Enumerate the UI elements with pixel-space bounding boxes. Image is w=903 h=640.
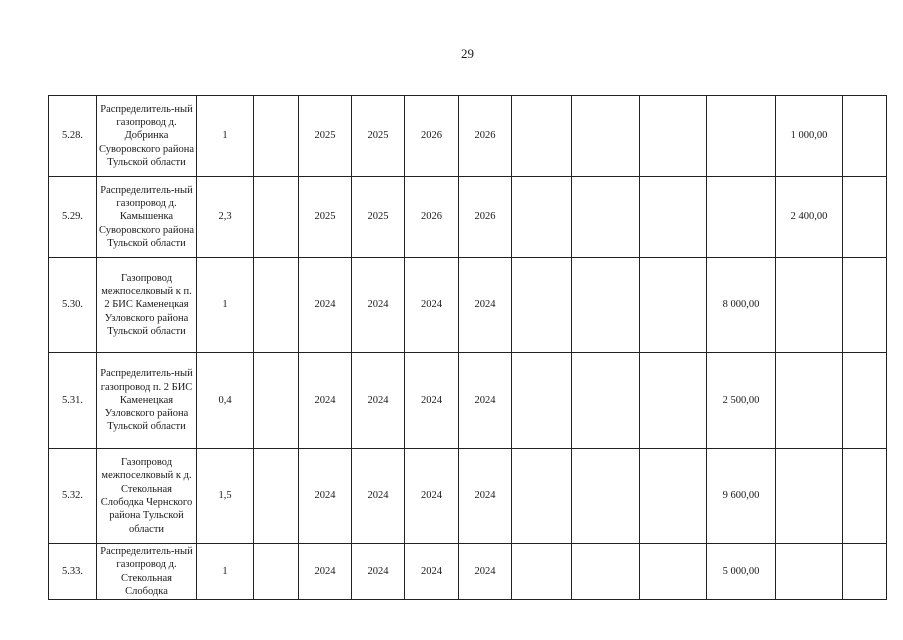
row-number: 5.30. <box>49 258 97 353</box>
amount-cell: 2 500,00 <box>707 353 776 449</box>
length-cell: 1,5 <box>197 449 254 544</box>
empty-cell <box>254 96 299 177</box>
year-cell: 2024 <box>299 258 352 353</box>
table-row <box>49 177 887 258</box>
table-row <box>49 544 887 600</box>
empty-cell <box>843 258 887 353</box>
empty-cell <box>512 96 572 177</box>
empty-cell <box>254 449 299 544</box>
row-number: 5.33. <box>49 544 97 600</box>
empty-cell <box>572 544 640 600</box>
row-number: 5.31. <box>49 353 97 449</box>
object-name: Распределитель-ный газопровод д. Добринка Суворовского района Тульской области <box>97 96 197 177</box>
empty-cell <box>640 177 707 258</box>
object-name: Распределитель-ный газопровод д. Камышенка Суворовского района Тульской области <box>97 177 197 258</box>
year-cell: 2024 <box>352 353 405 449</box>
year-cell: 2025 <box>352 177 405 258</box>
row-number: 5.28. <box>49 96 97 177</box>
table-row <box>49 449 887 544</box>
amount-cell: 5 000,00 <box>707 544 776 600</box>
year-cell: 2024 <box>405 449 459 544</box>
row-number: 5.29. <box>49 177 97 258</box>
amount-cell <box>776 449 843 544</box>
empty-cell <box>512 544 572 600</box>
year-cell: 2024 <box>405 353 459 449</box>
gas-pipeline-table <box>48 95 887 600</box>
empty-cell <box>572 449 640 544</box>
empty-cell <box>640 353 707 449</box>
year-cell: 2024 <box>459 258 512 353</box>
empty-cell <box>572 258 640 353</box>
year-cell: 2025 <box>299 177 352 258</box>
length-cell: 1 <box>197 544 254 600</box>
empty-cell <box>572 96 640 177</box>
amount-cell: 9 600,00 <box>707 449 776 544</box>
table-row <box>49 96 887 177</box>
length-cell: 1 <box>197 96 254 177</box>
year-cell: 2024 <box>405 258 459 353</box>
amount-cell <box>776 353 843 449</box>
row-number: 5.32. <box>49 449 97 544</box>
length-cell: 1 <box>197 258 254 353</box>
year-cell: 2026 <box>459 177 512 258</box>
empty-cell <box>640 544 707 600</box>
empty-cell <box>572 177 640 258</box>
empty-cell <box>640 96 707 177</box>
amount-cell <box>707 177 776 258</box>
empty-cell <box>512 353 572 449</box>
empty-cell <box>843 353 887 449</box>
page-number: 29 <box>461 46 474 61</box>
amount-cell: 1 000,00 <box>776 96 843 177</box>
year-cell: 2024 <box>299 544 352 600</box>
year-cell: 2026 <box>405 96 459 177</box>
year-cell: 2024 <box>459 544 512 600</box>
amount-cell <box>776 258 843 353</box>
empty-cell <box>512 258 572 353</box>
year-cell: 2024 <box>405 544 459 600</box>
year-cell: 2025 <box>352 96 405 177</box>
empty-cell <box>512 177 572 258</box>
year-cell: 2024 <box>352 258 405 353</box>
empty-cell <box>254 177 299 258</box>
empty-cell <box>254 353 299 449</box>
length-cell: 2,3 <box>197 177 254 258</box>
amount-cell: 8 000,00 <box>707 258 776 353</box>
empty-cell <box>843 177 887 258</box>
year-cell: 2024 <box>299 353 352 449</box>
amount-cell: 2 400,00 <box>776 177 843 258</box>
object-name: Распределитель-ный газопровод д. Стекольная Слободка <box>97 544 197 600</box>
table-body <box>49 96 887 600</box>
empty-cell <box>254 544 299 600</box>
year-cell: 2024 <box>459 353 512 449</box>
year-cell: 2026 <box>459 96 512 177</box>
empty-cell <box>254 258 299 353</box>
year-cell: 2025 <box>299 96 352 177</box>
empty-cell <box>843 96 887 177</box>
amount-cell <box>707 96 776 177</box>
object-name: Газопровод межпоселковый к п. 2 БИС Каменецкая Узловского района Тульской области <box>97 258 197 353</box>
empty-cell <box>640 449 707 544</box>
length-cell: 0,4 <box>197 353 254 449</box>
empty-cell <box>843 544 887 600</box>
object-name: Распределитель-ный газопровод п. 2 БИС Каменецкая Узловского района Тульской области <box>97 353 197 449</box>
year-cell: 2024 <box>459 449 512 544</box>
empty-cell <box>640 258 707 353</box>
object-name: Газопровод межпоселковый к д. Стекольная Слободка Чернского района Тульской области <box>97 449 197 544</box>
empty-cell <box>572 353 640 449</box>
year-cell: 2024 <box>352 449 405 544</box>
year-cell: 2026 <box>405 177 459 258</box>
table-row <box>49 258 887 353</box>
table-row <box>49 353 887 449</box>
year-cell: 2024 <box>299 449 352 544</box>
amount-cell <box>776 544 843 600</box>
empty-cell <box>512 449 572 544</box>
empty-cell <box>843 449 887 544</box>
year-cell: 2024 <box>352 544 405 600</box>
